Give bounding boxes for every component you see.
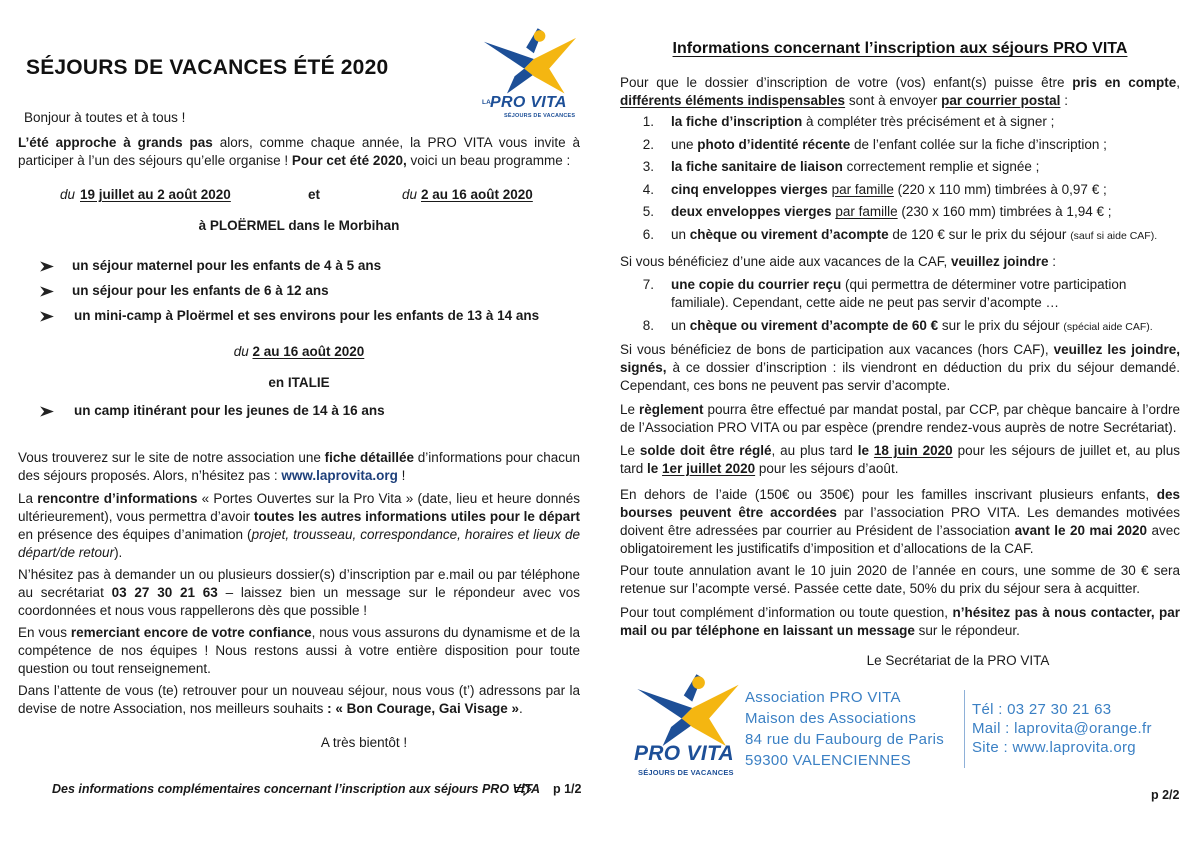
list-item	[624, 136, 1180, 154]
website-text-1: Vous trouverez sur le site de notre association une	[18, 450, 325, 465]
closing-motto: : « Bon Courage, Gai Visage »	[327, 701, 519, 716]
thanks-paragraph	[18, 624, 580, 678]
list-item-post: de 120 € sur le prix du séjour	[888, 226, 1071, 242]
list-item-text	[671, 203, 1180, 221]
list-item	[624, 317, 1180, 336]
solde-bold-2: le	[857, 443, 870, 458]
logo-name: PRO VITA	[634, 742, 735, 765]
list-item-bold: deux enveloppes vierges	[671, 204, 832, 220]
list-item-underline: par famille	[831, 181, 894, 197]
closing-paragraph	[18, 682, 580, 718]
list-item-post: (220 x 110 mm) timbrées à 0,97 € ;	[893, 181, 1107, 197]
meeting-bold-2: toutes les autres informations utiles pour le départ	[253, 509, 580, 524]
rintro-bold-1: pris en compte	[1072, 75, 1177, 90]
thanks-bold: remerciant encore de votre confiance	[70, 625, 312, 640]
list-item-post: sur le prix du séjour	[938, 317, 1064, 333]
list-item-pre: un	[671, 226, 690, 242]
pro-vita-star-logo	[482, 24, 578, 94]
address-line: Association PRO VITA	[745, 689, 901, 706]
caf-text-1: Si vous bénéficiez d’une aide aux vacances de la CAF,	[620, 254, 951, 269]
address-line: 59300 VALENCIENNES	[745, 752, 912, 769]
solde-date-1: 18 juin 2020	[873, 443, 953, 458]
bons-paragraph	[620, 341, 1180, 395]
meeting-paragraph	[18, 490, 580, 562]
rintro-text-4: :	[1060, 93, 1068, 108]
list-item-post: (qui permettra de déterminer votre participation familiale). Cependant, cette aide ne peut pas servir d’acompte …	[671, 277, 1127, 310]
page-number-left: p 1/2	[553, 782, 582, 796]
complement-text-1: Pour tout complément d’information ou toute question,	[620, 605, 953, 620]
contact-block	[972, 700, 1152, 757]
solde-text-3: pour les séjours de juillet et, au plus tard	[620, 443, 1180, 476]
list-item-text	[671, 181, 1180, 199]
rintro-text-3: sont à envoyer	[845, 93, 942, 108]
greeting: Bonjour à toutes et à tous !	[24, 110, 186, 125]
bons-text-1: Si vous bénéficiez de bons de participation aux vacances (hors CAF),	[620, 342, 1054, 357]
meeting-text-1: La	[18, 491, 38, 506]
list-item-number: 5.	[642, 204, 654, 220]
aide-text-3: avec obligatoirement les justificatifs d’imposition et d’allocations de la CAF.	[620, 523, 1180, 556]
meeting-bold-1: rencontre d’informations	[37, 491, 198, 506]
rintro-bold-3: par courrier postal	[941, 93, 1061, 108]
list-item-post: de l’enfant collée sur la fiche d’inscription ;	[850, 136, 1107, 152]
contact-paragraph	[18, 566, 580, 620]
list-item	[624, 113, 1180, 131]
bons-text-2: à ce dossier d’inscription : ils viendront en déduction du prix du séjour demandé. Cependant, ces bons ne peuvent pas servir d’acompte.	[620, 360, 1180, 393]
list-item	[624, 181, 1180, 199]
address-line: 84 rue du Faubourg de Paris	[745, 731, 945, 748]
list-item-bold: la fiche d’inscription	[671, 114, 803, 129]
contact-text-2: – laissez bien un message sur le répondeur avec vos coordonnées et nous vous rappellerons dès que possible !	[18, 585, 581, 618]
program-label: un séjour maternel pour les enfants de 4 à 5 ans	[72, 258, 382, 273]
complement-bold: n’hésitez pas à nous contacter, par mail ou par téléphone en laissant un message	[620, 605, 1180, 638]
date1-prefix: du	[60, 187, 76, 202]
right-intro-paragraph	[620, 74, 1180, 110]
solde-paragraph	[620, 442, 1180, 478]
date2: 2 au 16 août 2020	[421, 187, 533, 202]
list-item-text	[671, 158, 1180, 176]
contact-phone: 03 27 30 21 63	[111, 585, 218, 600]
date1: 19 juillet au 2 août 2020	[80, 187, 231, 202]
list-item-post: correctement remplie et signée ;	[842, 159, 1040, 175]
aide-text-1: En dehors de l’aide (150€ ou 350€) pour les familles inscrivant plusieurs enfants,	[620, 487, 1157, 502]
caf-paragraph	[620, 253, 1180, 271]
list-item-text	[671, 226, 1180, 245]
signoff: A très bientôt !	[320, 735, 408, 750]
required-documents-list	[624, 113, 1180, 250]
caf-text-2: :	[1048, 254, 1056, 269]
solde-bold-3: le	[647, 461, 659, 476]
aide-paragraph	[620, 486, 1180, 558]
reglement-bold: règlement	[638, 402, 704, 417]
list-item-bold: une copie du courrier reçu	[671, 277, 842, 292]
logo-name: PRO VITA	[490, 94, 567, 111]
list-item-note: (spécial aide CAF).	[1063, 320, 1153, 333]
page-title: SÉJOURS DE VACANCES ÉTÉ 2020	[26, 56, 389, 79]
list-item-pre: une	[671, 136, 698, 152]
contact-email-line: Mail : laprovita@orange.fr	[972, 720, 1152, 737]
list-item-text	[671, 317, 1180, 336]
italy-dates-value: 2 au 16 août 2020	[252, 344, 365, 359]
list-item-number: 6.	[642, 226, 654, 242]
italy-dates	[18, 343, 580, 361]
contact-website-line: Site : www.laprovita.org	[972, 739, 1136, 756]
thanks-text-1: En vous	[18, 625, 71, 640]
list-item-bold: cinq enveloppes vierges	[671, 181, 828, 197]
website-text-2: d’informations pour chacun des séjours proposés. Alors, n’hésitez pas :	[18, 450, 580, 483]
program-item	[40, 257, 381, 275]
reglement-text-1: Le	[620, 402, 639, 417]
rintro-text-2: ,	[1176, 75, 1180, 90]
arrow-right-icon	[514, 783, 532, 796]
closing-text-1: Dans l’attente de vous (te) retrouver pour un nouveau séjour, nous vous (t’) adressons par la devise de notre Association, nos meilleurs souhaits	[18, 683, 580, 716]
program-item	[40, 402, 385, 420]
list-item-number: 4.	[642, 181, 654, 197]
annulation-paragraph: Pour toute annulation avant le 10 juin 2020 de l’année en cours, une somme de 30 € sera retenue sur l’acompte versé. Passée cette date, 50% du prix du séjour sera à acquitter.	[620, 563, 1180, 596]
list-item-text	[671, 113, 1180, 131]
list-item-number: 1.	[642, 114, 654, 129]
program-label: un camp itinérant pour les jeunes de 14 à 16 ans	[74, 403, 385, 418]
program-item	[40, 307, 539, 325]
complement-text-2: sur le répondeur.	[914, 623, 1020, 638]
right-heading	[620, 40, 1180, 58]
arrow-bullet-icon	[40, 311, 54, 322]
reglement-paragraph	[620, 401, 1180, 437]
thanks-text-2: , nous vous assurons du dynamisme et de la compétence de nos équipes ! Nous restons aussi à votre entière disposition pour toute question ou tout renseignement.	[18, 625, 581, 676]
reglement-text-2: pourra être effectué par mandat postal, par CCP, par chèque bancaire à l’ordre de l’Association PRO VITA ou par espèce (prendre rendez-vous auprès de notre Secrétariat).	[620, 402, 1180, 435]
arrow-bullet-icon	[40, 261, 54, 272]
date2-prefix: du	[402, 187, 418, 202]
location-italy: en ITALIE	[268, 375, 330, 390]
arrow-bullet-icon	[40, 286, 54, 297]
italy-dates-prefix: du	[233, 344, 249, 359]
list-item-post: (230 x 160 mm) timbrées à 1,94 € ;	[897, 204, 1112, 220]
caf-documents-list	[624, 276, 1180, 340]
logo-prefix: LA	[482, 99, 492, 106]
list-item-bold: la fiche sanitaire de liaison	[671, 159, 843, 175]
bons-bold: veuillez les joindre, signés,	[620, 342, 1180, 375]
solde-text-2: , au plus tard	[771, 443, 858, 458]
list-item	[624, 226, 1180, 245]
aide-bold-1: des bourses peuvent être accordées	[620, 487, 1180, 520]
program-label: un séjour pour les enfants de 6 à 12 ans	[72, 283, 329, 298]
program-item	[40, 282, 329, 300]
list-item	[624, 158, 1180, 176]
website-url: www.laprovita.org	[281, 468, 398, 483]
closing-text-2: .	[518, 701, 523, 716]
footer-note: Des informations complémentaires concernant l’inscription aux séjours PRO VITA	[52, 782, 541, 796]
rintro-bold-2: différents éléments indispensables	[620, 93, 846, 108]
intro-paragraph	[18, 134, 580, 170]
right-heading-text: Informations concernant l’inscription aux séjours PRO VITA	[672, 40, 1128, 57]
list-item-underline: par famille	[835, 204, 898, 220]
meeting-text-3: en présence des équipes d’animation (	[18, 527, 252, 542]
logo-tagline: SÉJOURS DE VACANCES	[638, 768, 734, 777]
meeting-italic: projet, trousseau, correspondance, horaires et lieux de départ/de retour	[18, 527, 580, 560]
meeting-text-2: « Portes Ouvertes sur la Pro Vita » (date, lieu et heure donnés ultérieurement), vous permettra d’avoir	[18, 491, 580, 524]
list-item-note: (sauf si aide CAF).	[1070, 229, 1158, 242]
signature: Le Secrétariat de la PRO VITA	[866, 653, 1050, 668]
solde-date-2: 1er juillet 2020	[662, 461, 756, 476]
intro-bold-2: Pour cet été 2020,	[291, 153, 407, 168]
list-item-pre: un	[671, 317, 690, 333]
program-label: un mini-camp à Ploërmel et ses environs pour les enfants de 13 à 14 ans	[74, 308, 540, 323]
caf-bold: veuillez joindre	[950, 254, 1049, 269]
intro-bold-1: L’été approche à grands pas	[18, 135, 213, 150]
page-number-right: p 2/2	[1151, 788, 1180, 802]
footer-divider	[964, 690, 965, 768]
list-item-number: 8.	[642, 317, 654, 333]
pro-vita-logo	[478, 24, 578, 124]
pro-vita-star-logo	[632, 670, 744, 746]
solde-text-1: Le	[620, 443, 640, 458]
website-text-3: !	[397, 468, 406, 483]
contact-phone-line: Tél : 03 27 30 21 63	[972, 701, 1112, 718]
arrow-bullet-icon	[40, 406, 54, 417]
website-bold: fiche détaillée	[324, 450, 414, 465]
address-line: Maison des Associations	[745, 710, 917, 727]
logo-tagline: SÉJOURS DE VACANCES	[504, 113, 576, 119]
list-item-post: à compléter très précisément et à signer ;	[802, 114, 1055, 129]
list-item-bold: chèque ou virement d’acompte	[689, 226, 889, 242]
list-item	[624, 203, 1180, 221]
list-item-bold: photo d’identité récente	[697, 136, 851, 152]
contact-text-1: N’hésitez pas à demander un ou plusieurs dossier(s) d’inscription par e.mail ou par téléphone au secrétariat	[18, 567, 580, 600]
solde-bold-1: solde doit être réglé	[639, 443, 772, 458]
intro-text-1: alors, comme chaque année, la PRO VITA vous invite à participer à l’un des séjours qu’elle organise !	[18, 135, 581, 168]
list-item-text	[671, 276, 1180, 312]
address-block	[745, 687, 944, 771]
list-item-number: 2.	[642, 136, 654, 152]
list-item	[624, 276, 1180, 312]
list-item-bold: chèque ou virement d’acompte de 60 €	[689, 317, 939, 333]
location-ploermel: à PLOËRMEL dans le Morbihan	[198, 218, 400, 233]
aide-bold-2: avant le 20 mai 2020	[1014, 523, 1148, 538]
meeting-text-4: ).	[114, 545, 123, 560]
aide-text-2: par l’association PRO VITA. Les demandes motivées doivent être adressées par courrier au Président de l’association	[620, 505, 1180, 538]
website-paragraph	[18, 449, 580, 485]
list-item-number: 3.	[642, 159, 654, 175]
list-item-number: 7.	[642, 277, 654, 292]
rintro-text-1: Pour que le dossier d’inscription de votre (vos) enfant(s) puisse être	[620, 75, 1073, 90]
pro-vita-footer-logo	[630, 670, 746, 780]
list-item-text	[671, 136, 1180, 154]
intro-text-2: voici un beau programme :	[406, 153, 571, 168]
dates-and: et	[308, 187, 321, 202]
complement-paragraph	[620, 604, 1180, 640]
solde-text-4: pour les séjours d’août.	[755, 461, 899, 476]
